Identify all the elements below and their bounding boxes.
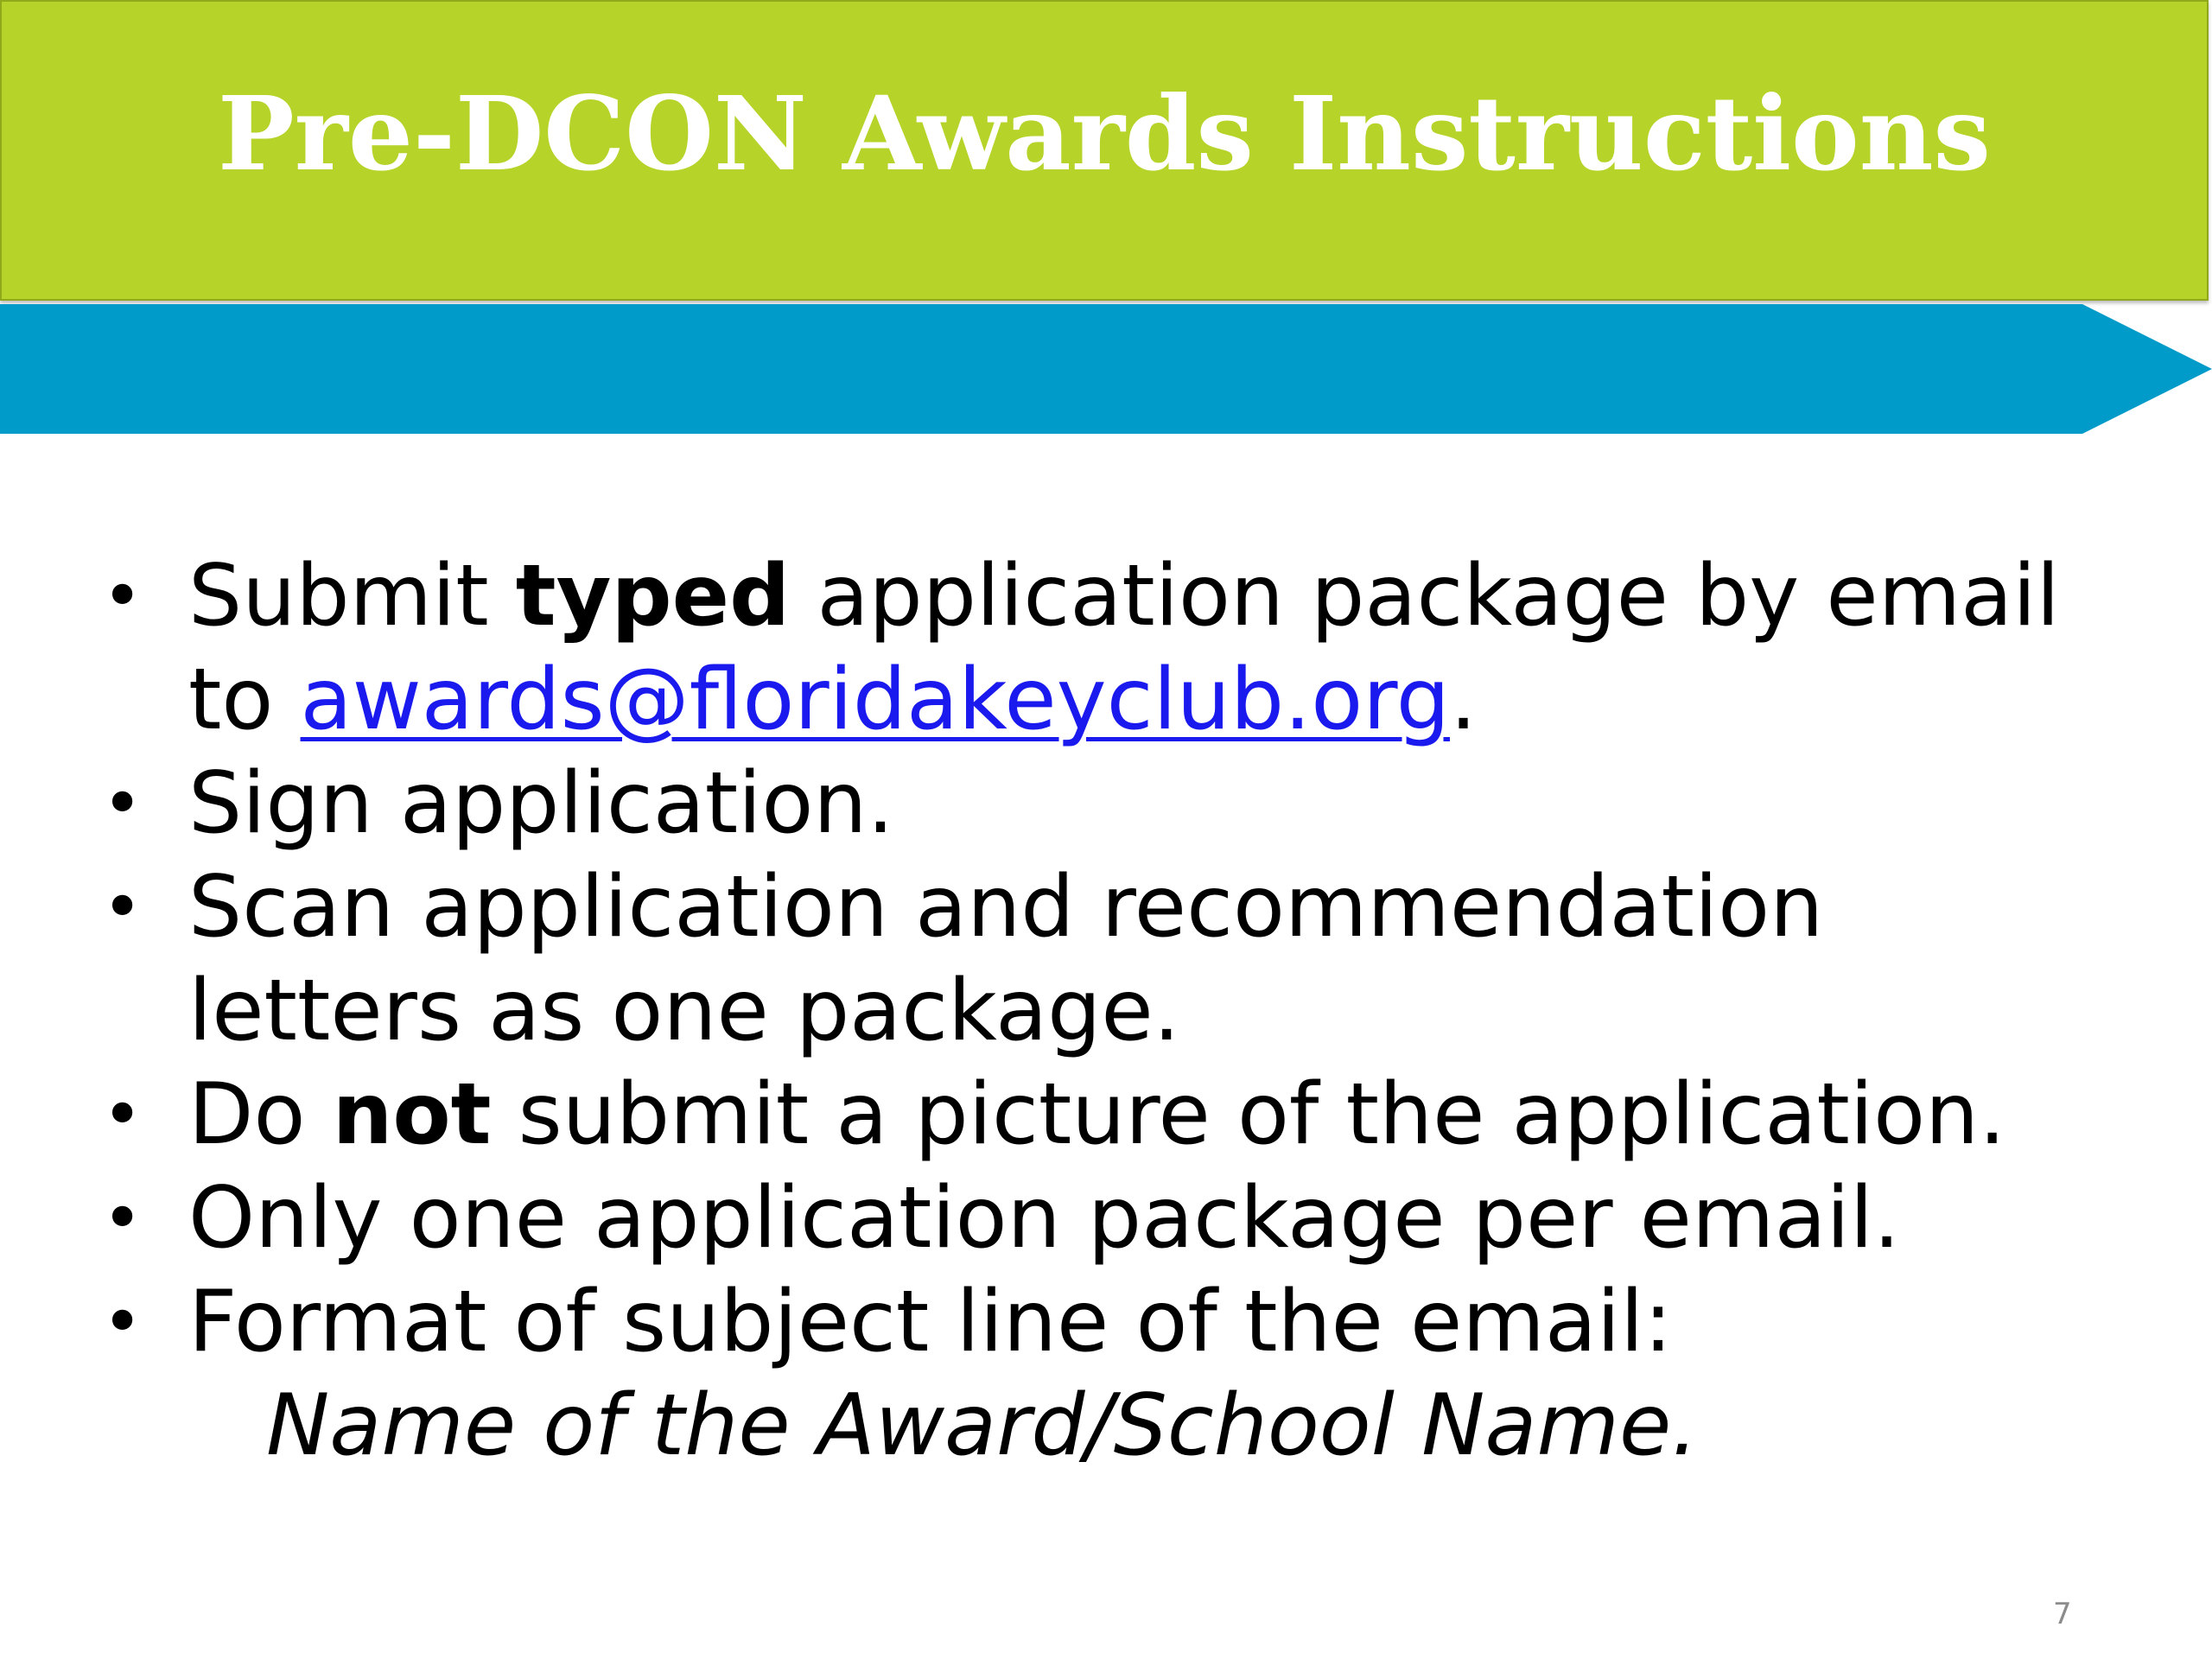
list-item: • Sign application. <box>102 752 2089 855</box>
list-item: • Submit typed application package by email to awards@floridakeyclub.org. <box>102 544 2089 752</box>
slide-number: 7 <box>2053 1597 2072 1631</box>
slide-title: Pre-DCON Awards Instructions <box>218 73 1991 194</box>
bullet-marker: • <box>102 556 143 636</box>
bullet-marker: • <box>102 1074 143 1154</box>
arrow-band <box>0 304 2212 434</box>
awards-email-link[interactable]: awards@floridakeyclub.org <box>300 651 1450 749</box>
list-item: • Format of subject line of the email: Name of the Award/School Name. <box>102 1270 2089 1478</box>
bullet-marker: • <box>102 1281 143 1362</box>
list-item: • Only one application package per email. <box>102 1166 2089 1270</box>
list-item: • Scan application and recommendation letters as one package. <box>102 855 2089 1063</box>
title-banner <box>0 0 2209 301</box>
subject-format-example: Name of the Award/School Name. <box>266 1376 1699 1475</box>
list-item: • Do not submit a picture of the application. <box>102 1063 2089 1166</box>
emphasis-typed: typed <box>515 547 791 645</box>
bullet-marker: • <box>102 1178 143 1258</box>
bullet-marker: • <box>102 763 143 843</box>
emphasis-not: not <box>332 1065 492 1164</box>
bullet-marker: • <box>102 867 143 947</box>
instruction-list <box>102 544 2089 1478</box>
